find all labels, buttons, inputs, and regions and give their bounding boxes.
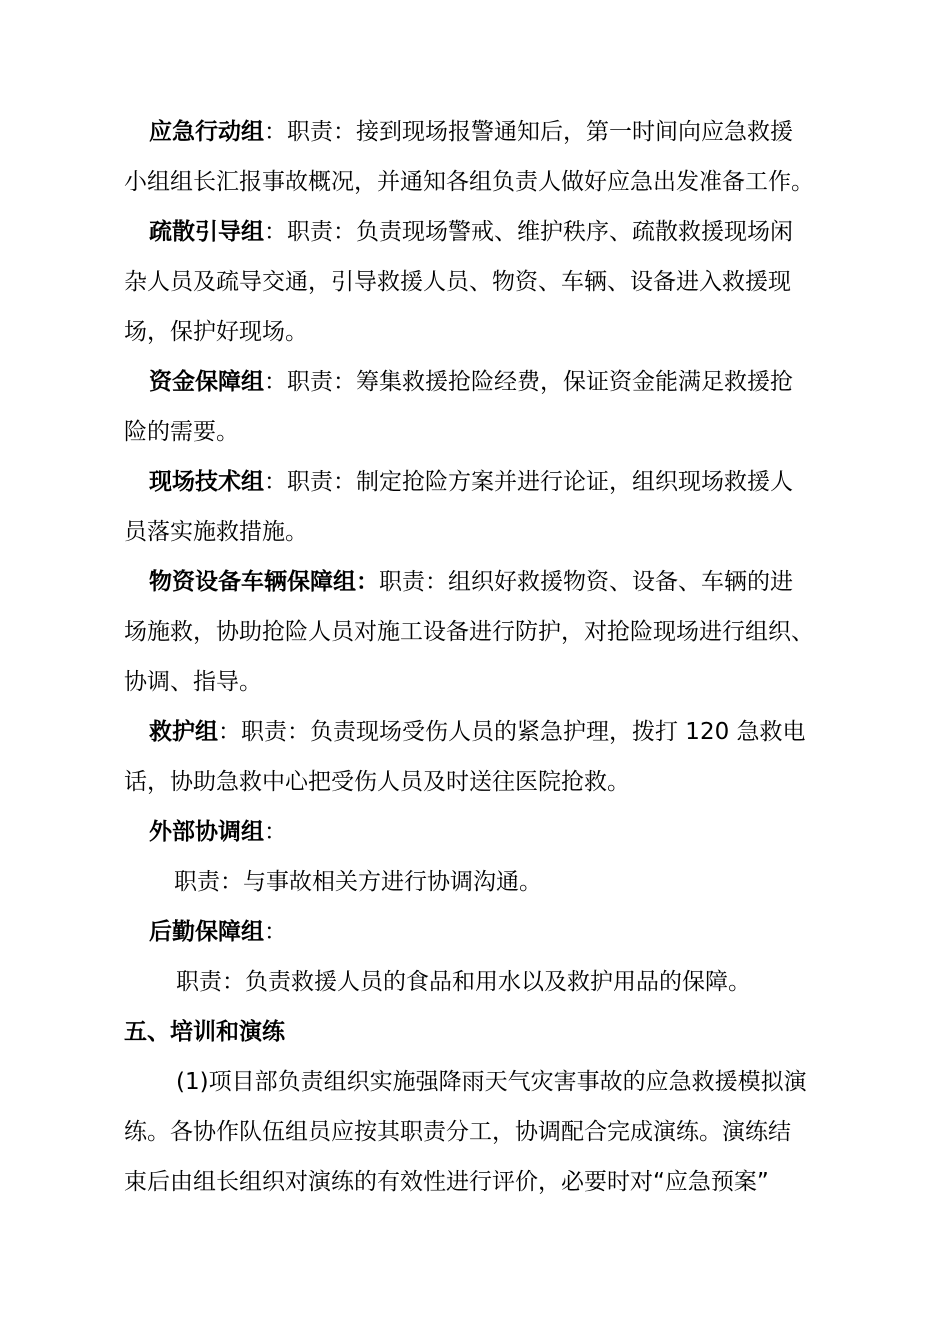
heading-emergency-action-group: 应急行动组 xyxy=(149,119,264,145)
para-funding-line-1 xyxy=(149,357,869,407)
text: ： xyxy=(264,919,287,945)
para-evacuation-line-2 xyxy=(124,257,844,307)
para-emergency-action-line-1 xyxy=(149,107,869,157)
text: 杂人员及疏导交通，引导救援人员、物资、车辆、设备进入救援现 xyxy=(124,269,791,295)
text: 束后由组长组织对演练的有效性进行评价，必要时对“应急预案” xyxy=(124,1169,769,1195)
text: ：职责：筹集救援抢险经费，保证资金能满足救援抢 xyxy=(264,369,793,395)
para-training-line-1 xyxy=(176,1057,896,1107)
heading-evacuation-group: 疏散引导组 xyxy=(149,219,264,245)
text: 练。各协作队伍组员应按其职责分工，协调配合完成演练。演练结 xyxy=(124,1119,791,1145)
text: 场，保护好现场。 xyxy=(124,319,308,345)
text: 险的需要。 xyxy=(124,419,239,445)
heading-technical-group: 现场技术组 xyxy=(149,469,264,495)
para-emergency-action-line-2 xyxy=(124,157,844,207)
text: 协调、指导。 xyxy=(124,669,262,695)
para-funding-line-2 xyxy=(124,407,844,457)
heading-training-section: 五、培训和演练 xyxy=(124,1019,285,1045)
text: (1)项目部负责组织实施强降雨天气灾害事故的应急救援模拟演 xyxy=(176,1069,807,1095)
text: ： xyxy=(264,819,287,845)
para-materials-line-2 xyxy=(124,607,844,657)
text: ：职责：接到现场报警通知后，第一时间向应急救援 xyxy=(264,119,793,145)
heading-rescue-group: 救护组 xyxy=(149,719,218,745)
heading-materials-group: 物资设备车辆保障组： xyxy=(149,569,379,595)
heading-funding-group: 资金保障组 xyxy=(149,369,264,395)
para-training-line-3 xyxy=(124,1157,844,1207)
para-logistics-heading xyxy=(149,907,869,957)
text: 职责：负责救援人员的食品和用水以及救护用品的保障。 xyxy=(176,969,751,995)
para-external-heading xyxy=(149,807,869,857)
para-external-duty xyxy=(174,857,894,907)
para-evacuation-line-1 xyxy=(149,207,869,257)
para-technical-line-2 xyxy=(124,507,844,557)
para-evacuation-line-3 xyxy=(124,307,844,357)
text: 员落实施救措施。 xyxy=(124,519,308,545)
para-materials-line-1 xyxy=(149,557,869,607)
text: 小组组长汇报事故概况，并通知各组负责人做好应急出发准备工作。 xyxy=(124,169,814,195)
para-training-line-2 xyxy=(124,1107,844,1157)
para-rescue-line-1 xyxy=(149,707,869,757)
text: 场施救，协助抢险人员对施工设备进行防护，对抢险现场进行组织、 xyxy=(124,619,814,645)
text: ：职责：制定抢险方案并进行论证，组织现场救援人 xyxy=(264,469,793,495)
heading-logistics-group: 后勤保障组 xyxy=(149,919,264,945)
para-technical-line-1 xyxy=(149,457,869,507)
text: ：职责：负责现场警戒、维护秩序、疏散救援现场闲 xyxy=(264,219,793,245)
text: 职责：组织好救援物资、设备、车辆的进 xyxy=(379,569,793,595)
para-rescue-line-2 xyxy=(124,757,844,807)
para-logistics-duty xyxy=(176,957,896,1007)
text: ：职责：负责现场受伤人员的紧急护理，拨打 120 急救电 xyxy=(218,719,806,745)
para-materials-line-3 xyxy=(124,657,844,707)
text: 话，协助急救中心把受伤人员及时送往医院抢救。 xyxy=(124,769,630,795)
heading-external-group: 外部协调组 xyxy=(149,819,264,845)
text: 职责：与事故相关方进行协调沟通。 xyxy=(174,869,542,895)
section-training-heading xyxy=(124,1007,844,1057)
